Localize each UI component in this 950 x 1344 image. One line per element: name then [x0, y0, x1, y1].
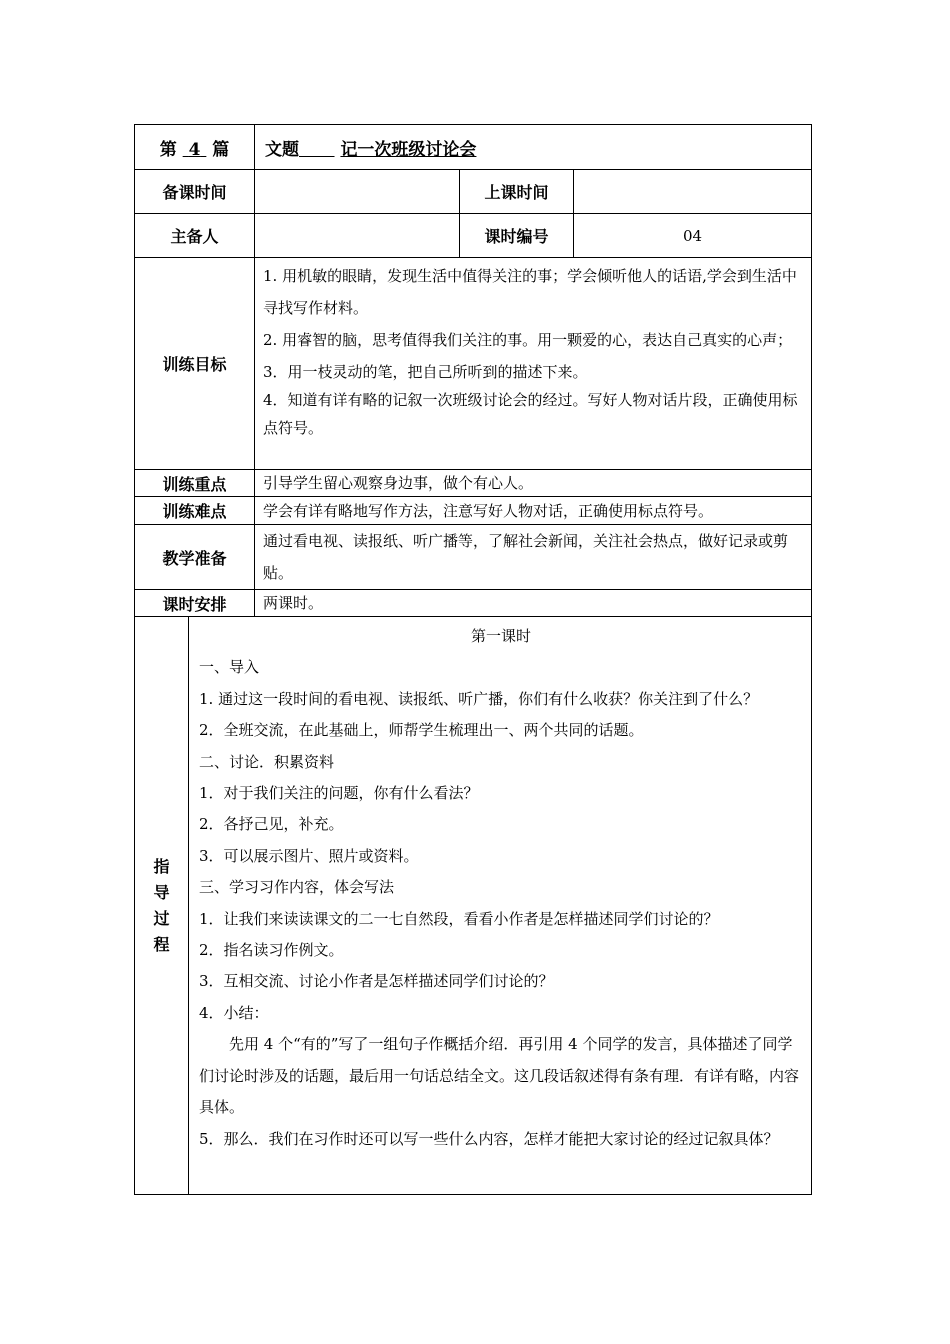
schedule-label: 课时安排	[135, 590, 255, 617]
goals-row	[135, 258, 812, 470]
goals-content	[255, 258, 812, 470]
topic-underline-gap	[299, 140, 335, 160]
process-line: 1. 通过这一段时间的看电视、读报纸、听广播，你们有什么收获？你关注到了什么？	[199, 689, 759, 708]
prep-time-value	[255, 170, 460, 214]
goal-item: 2. 用睿智的脑，思考值得我们关注的事。用一颗爱的心，表达自己真实的心声；	[263, 331, 793, 349]
goal-item: 4．知道有详有略的记叙一次班级讨论会的经过。写好人物对话片段，正确使用标点符号。	[263, 391, 798, 437]
prep-time-row	[135, 170, 812, 214]
goal-item: 1. 用机敏的眼睛，发现生活中值得关注的事；学会倾听他人的话语,学会到生活中寻找写作材料。	[263, 267, 797, 317]
lesson-plan-table	[134, 124, 812, 1195]
process-label-char: 导	[153, 882, 170, 902]
class-time-label: 上课时间	[460, 170, 574, 214]
focus-value: 引导学生留心观察身边事，做个有心人。	[255, 470, 812, 497]
process-label	[135, 617, 189, 1195]
topic-cell	[255, 125, 812, 170]
difficulty-label: 训练难点	[135, 497, 255, 525]
process-label-char: 过	[153, 908, 170, 928]
section-suffix: 篇	[212, 139, 230, 160]
topic-title: 记一次班级讨论会	[340, 139, 477, 160]
process-last-line: 5．那么．我们在习作时还可以写一些什么内容，怎样才能把大家讨论的经过记叙具体？	[199, 1129, 779, 1148]
code-label: 课时编号	[460, 214, 574, 258]
lesson-title: 第一课时	[471, 627, 532, 645]
difficulty-row	[135, 497, 812, 525]
schedule-value: 两课时。	[255, 590, 812, 617]
process-line: 三、学习习作内容，体会写法	[199, 878, 395, 897]
process-line: 2．指名读习作例文。	[199, 941, 344, 960]
code-value: 04	[574, 214, 812, 258]
process-line: 一、导入	[199, 658, 260, 677]
section-number: 4	[188, 139, 201, 160]
lead-row	[135, 214, 812, 258]
process-summary: 先用 4 个“有的”写了一组句子作概括介绍．再引用 4 个同学的发言，具体描述了同学们讨论时涉及的话题，最后用一句话总结全文。这几段话叙述得有条有理．有详有略，内容具体。	[199, 1035, 800, 1117]
section-prefix: 第	[159, 139, 177, 160]
section-number-cell	[135, 125, 255, 170]
process-row	[135, 617, 812, 1195]
process-label-char: 指	[153, 856, 170, 876]
preparation-label: 教学准备	[135, 525, 255, 590]
process-line: 2．全班交流，在此基础上，师帮学生梳理出一、两个共同的话题。	[199, 721, 644, 740]
process-line: 3．互相交流、讨论小作者是怎样描述同学们讨论的？	[199, 972, 554, 991]
goals-label: 训练目标	[135, 258, 255, 470]
process-line: 4．小结：	[199, 1003, 269, 1022]
goal-item: 3．用一枝灵动的笔，把自己所听到的描述下来。	[263, 363, 588, 381]
process-content	[189, 617, 812, 1195]
focus-label: 训练重点	[135, 470, 255, 497]
difficulty-value: 学会有详有略地写作方法，注意写好人物对话，正确使用标点符号。	[255, 497, 812, 525]
preparation-row	[135, 525, 812, 590]
preparation-value: 通过看电视、读报纸、听广播等，了解社会新闻，关注社会热点，做好记录或剪贴。	[255, 525, 812, 590]
topic-label: 文题	[265, 139, 299, 160]
lead-label: 主备人	[135, 214, 255, 258]
process-line: 3．可以展示图片、照片或资料。	[199, 846, 419, 865]
focus-row	[135, 470, 812, 497]
process-line: 2．各抒己见，补充。	[199, 815, 344, 834]
prep-time-label: 备课时间	[135, 170, 255, 214]
schedule-row	[135, 590, 812, 617]
title-row	[135, 125, 812, 170]
process-label-char: 程	[153, 934, 170, 954]
process-line: 二、讨论．积累资料	[199, 752, 335, 771]
process-line: 1．让我们来读读课文的二一七自然段，看看小作者是怎样描述同学们讨论的？	[199, 909, 719, 928]
process-line: 1．对于我们关注的问题，你有什么看法？	[199, 784, 479, 803]
lead-value	[255, 214, 460, 258]
class-time-value	[574, 170, 812, 214]
